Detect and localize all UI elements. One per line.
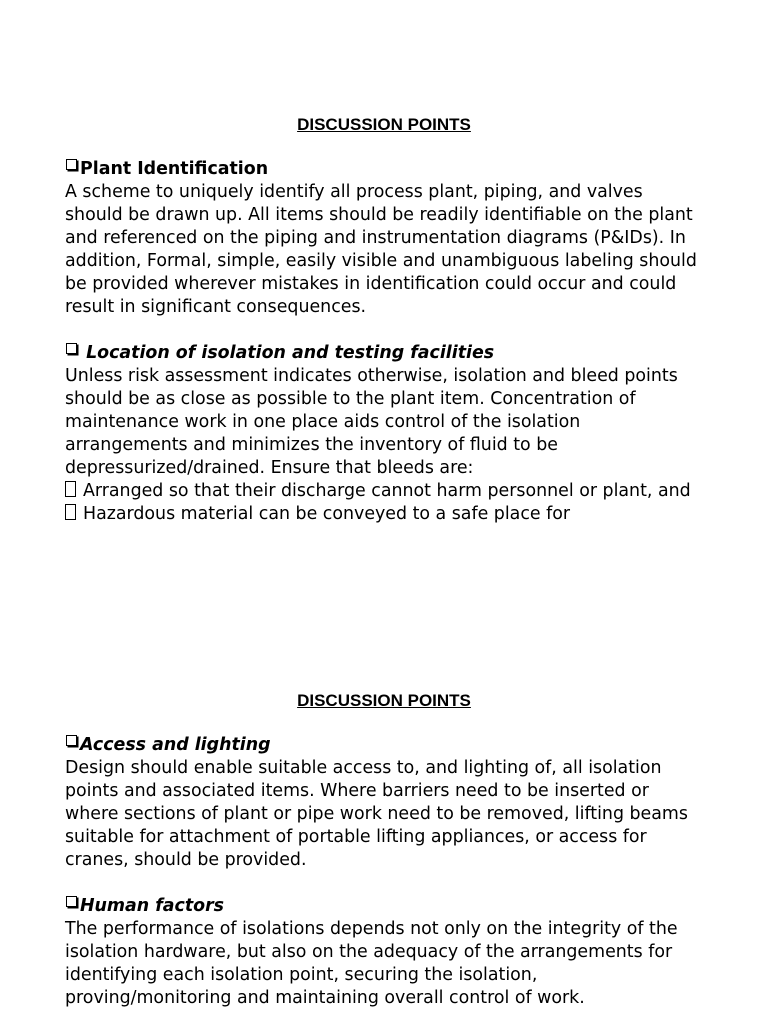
section-title: DISCUSSION POINTS xyxy=(297,115,471,134)
bullet-text: Hazardous material can be conveyed to a safe place for xyxy=(83,504,571,524)
item-heading-plant-identification xyxy=(65,158,705,181)
checkbox-bullet-icon xyxy=(66,896,77,907)
item-text-access-lighting: Design should enable suitable access to, and lighting of, all isolation points and associated items. Where barriers need to be inserted or where sections of plant or pipe work need to be removed, lifting beams suitable for attachment of portable lifting appliances, or access for cranes, should be provided. xyxy=(65,758,688,870)
section-title: DISCUSSION POINTS xyxy=(297,691,471,710)
spacer xyxy=(65,319,705,342)
heading-text: Location of isolation and testing facilities xyxy=(86,343,495,363)
heading-text: Access and lighting xyxy=(80,735,271,755)
checkbox-bullet-icon xyxy=(66,343,77,354)
item-heading-location-isolation xyxy=(65,342,705,365)
item-text-plant-identification: A scheme to uniquely identify all process plant, piping, and valves should be drawn up. All items should be readily identifiable on the plant and referenced on the piping and instrumentation diagrams (P&IDs). In addition, Formal, simple, easily visible and unambiguous labeling should be provided wherever mistakes in identification could occur and could result in significant consequences. xyxy=(65,182,697,317)
checkbox-bullet-icon xyxy=(66,159,77,170)
item-text-location-isolation: Unless risk assessment indicates otherwise, isolation and bleed points should be as close as possible to the plant item. Concentration of maintenance work in one place aids control of the isolation arrangements and minimizes the inventory of fluid to be depressurized/drained. Ensure that bleeds are: xyxy=(65,366,678,478)
section-content xyxy=(65,734,705,1010)
heading-text: Human factors xyxy=(80,896,225,916)
checkbox-bullet-icon xyxy=(66,735,77,746)
bullet-text: Arranged so that their discharge cannot harm personnel or plant, and xyxy=(83,481,691,501)
bullet-item xyxy=(65,503,705,526)
section-content xyxy=(65,158,705,526)
item-heading-human-factors xyxy=(65,895,705,918)
item-heading-access-lighting xyxy=(65,734,705,757)
missing-glyph-bullet-icon xyxy=(65,504,76,520)
heading-text: Plant Identification xyxy=(80,159,269,179)
item-text-human-factors: The performance of isolations depends not only on the integrity of the isolation hardware, but also on the adequacy of the arrangements for identifying each isolation point, securing the isolation, proving/monitoring and maintaining overall control of work. xyxy=(65,919,678,1008)
bullet-item xyxy=(65,480,705,503)
missing-glyph-bullet-icon xyxy=(65,481,76,497)
spacer xyxy=(65,872,705,895)
